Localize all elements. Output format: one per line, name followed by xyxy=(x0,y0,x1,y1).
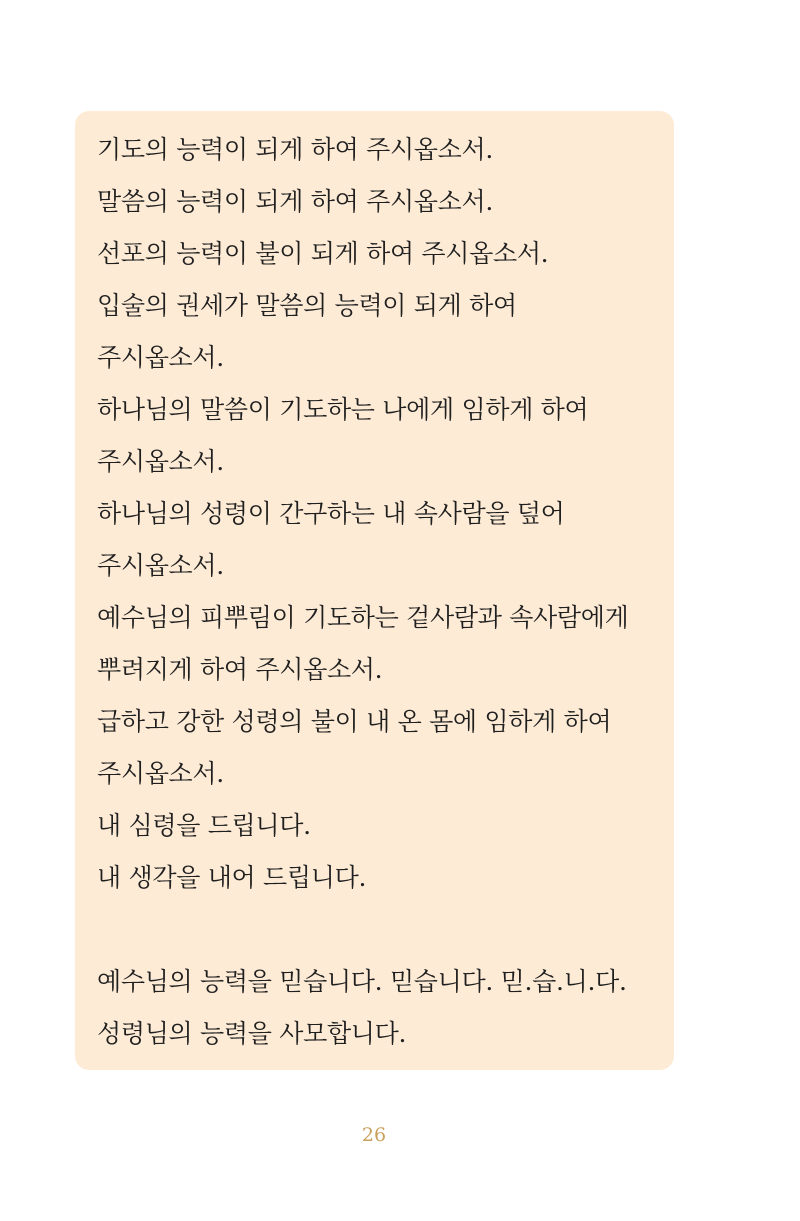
prayer-line: 예수님의 능력을 믿습니다. 믿습니다. 믿.습.니.다. xyxy=(97,967,627,996)
prayer-line: 하나님의 말씀이 기도하는 나에게 임하게 하여 xyxy=(97,395,589,424)
prayer-line: 주시옵소서. xyxy=(97,447,224,476)
prayer-line: 주시옵소서. xyxy=(97,343,224,372)
prayer-line: 내 심령을 드립니다. xyxy=(97,811,311,840)
prayer-line: 뿌려지게 하여 주시옵소서. xyxy=(97,655,383,684)
page-number: 26 xyxy=(361,1124,387,1146)
prayer-line: 성령님의 능력을 사모합니다. xyxy=(97,1019,407,1048)
prayer-line: 내 생각을 내어 드립니다. xyxy=(97,863,367,892)
prayer-line: 급하고 강한 성령의 불이 내 온 몸에 임하게 하여 xyxy=(97,707,612,736)
blank-line xyxy=(97,904,674,956)
prayer-line: 주시옵소서. xyxy=(97,759,224,788)
prayer-line: 말씀의 능력이 되게 하여 주시옵소서. xyxy=(97,187,493,216)
prayer-line: 하나님의 성령이 간구하는 내 속사람을 덮어 xyxy=(97,499,565,528)
prayer-line: 입술의 권세가 말씀의 능력이 되게 하여 xyxy=(97,291,517,320)
prayer-line: 기도의 능력이 되게 하여 주시옵소서. xyxy=(97,135,493,164)
prayer-line: 주시옵소서. xyxy=(97,551,224,580)
prayer-line: 예수님의 피뿌림이 기도하는 겉사람과 속사람에게 xyxy=(97,603,629,632)
prayer-line: 선포의 능력이 불이 되게 하여 주시옵소서. xyxy=(97,239,549,268)
prayer-text-box xyxy=(75,111,674,1070)
